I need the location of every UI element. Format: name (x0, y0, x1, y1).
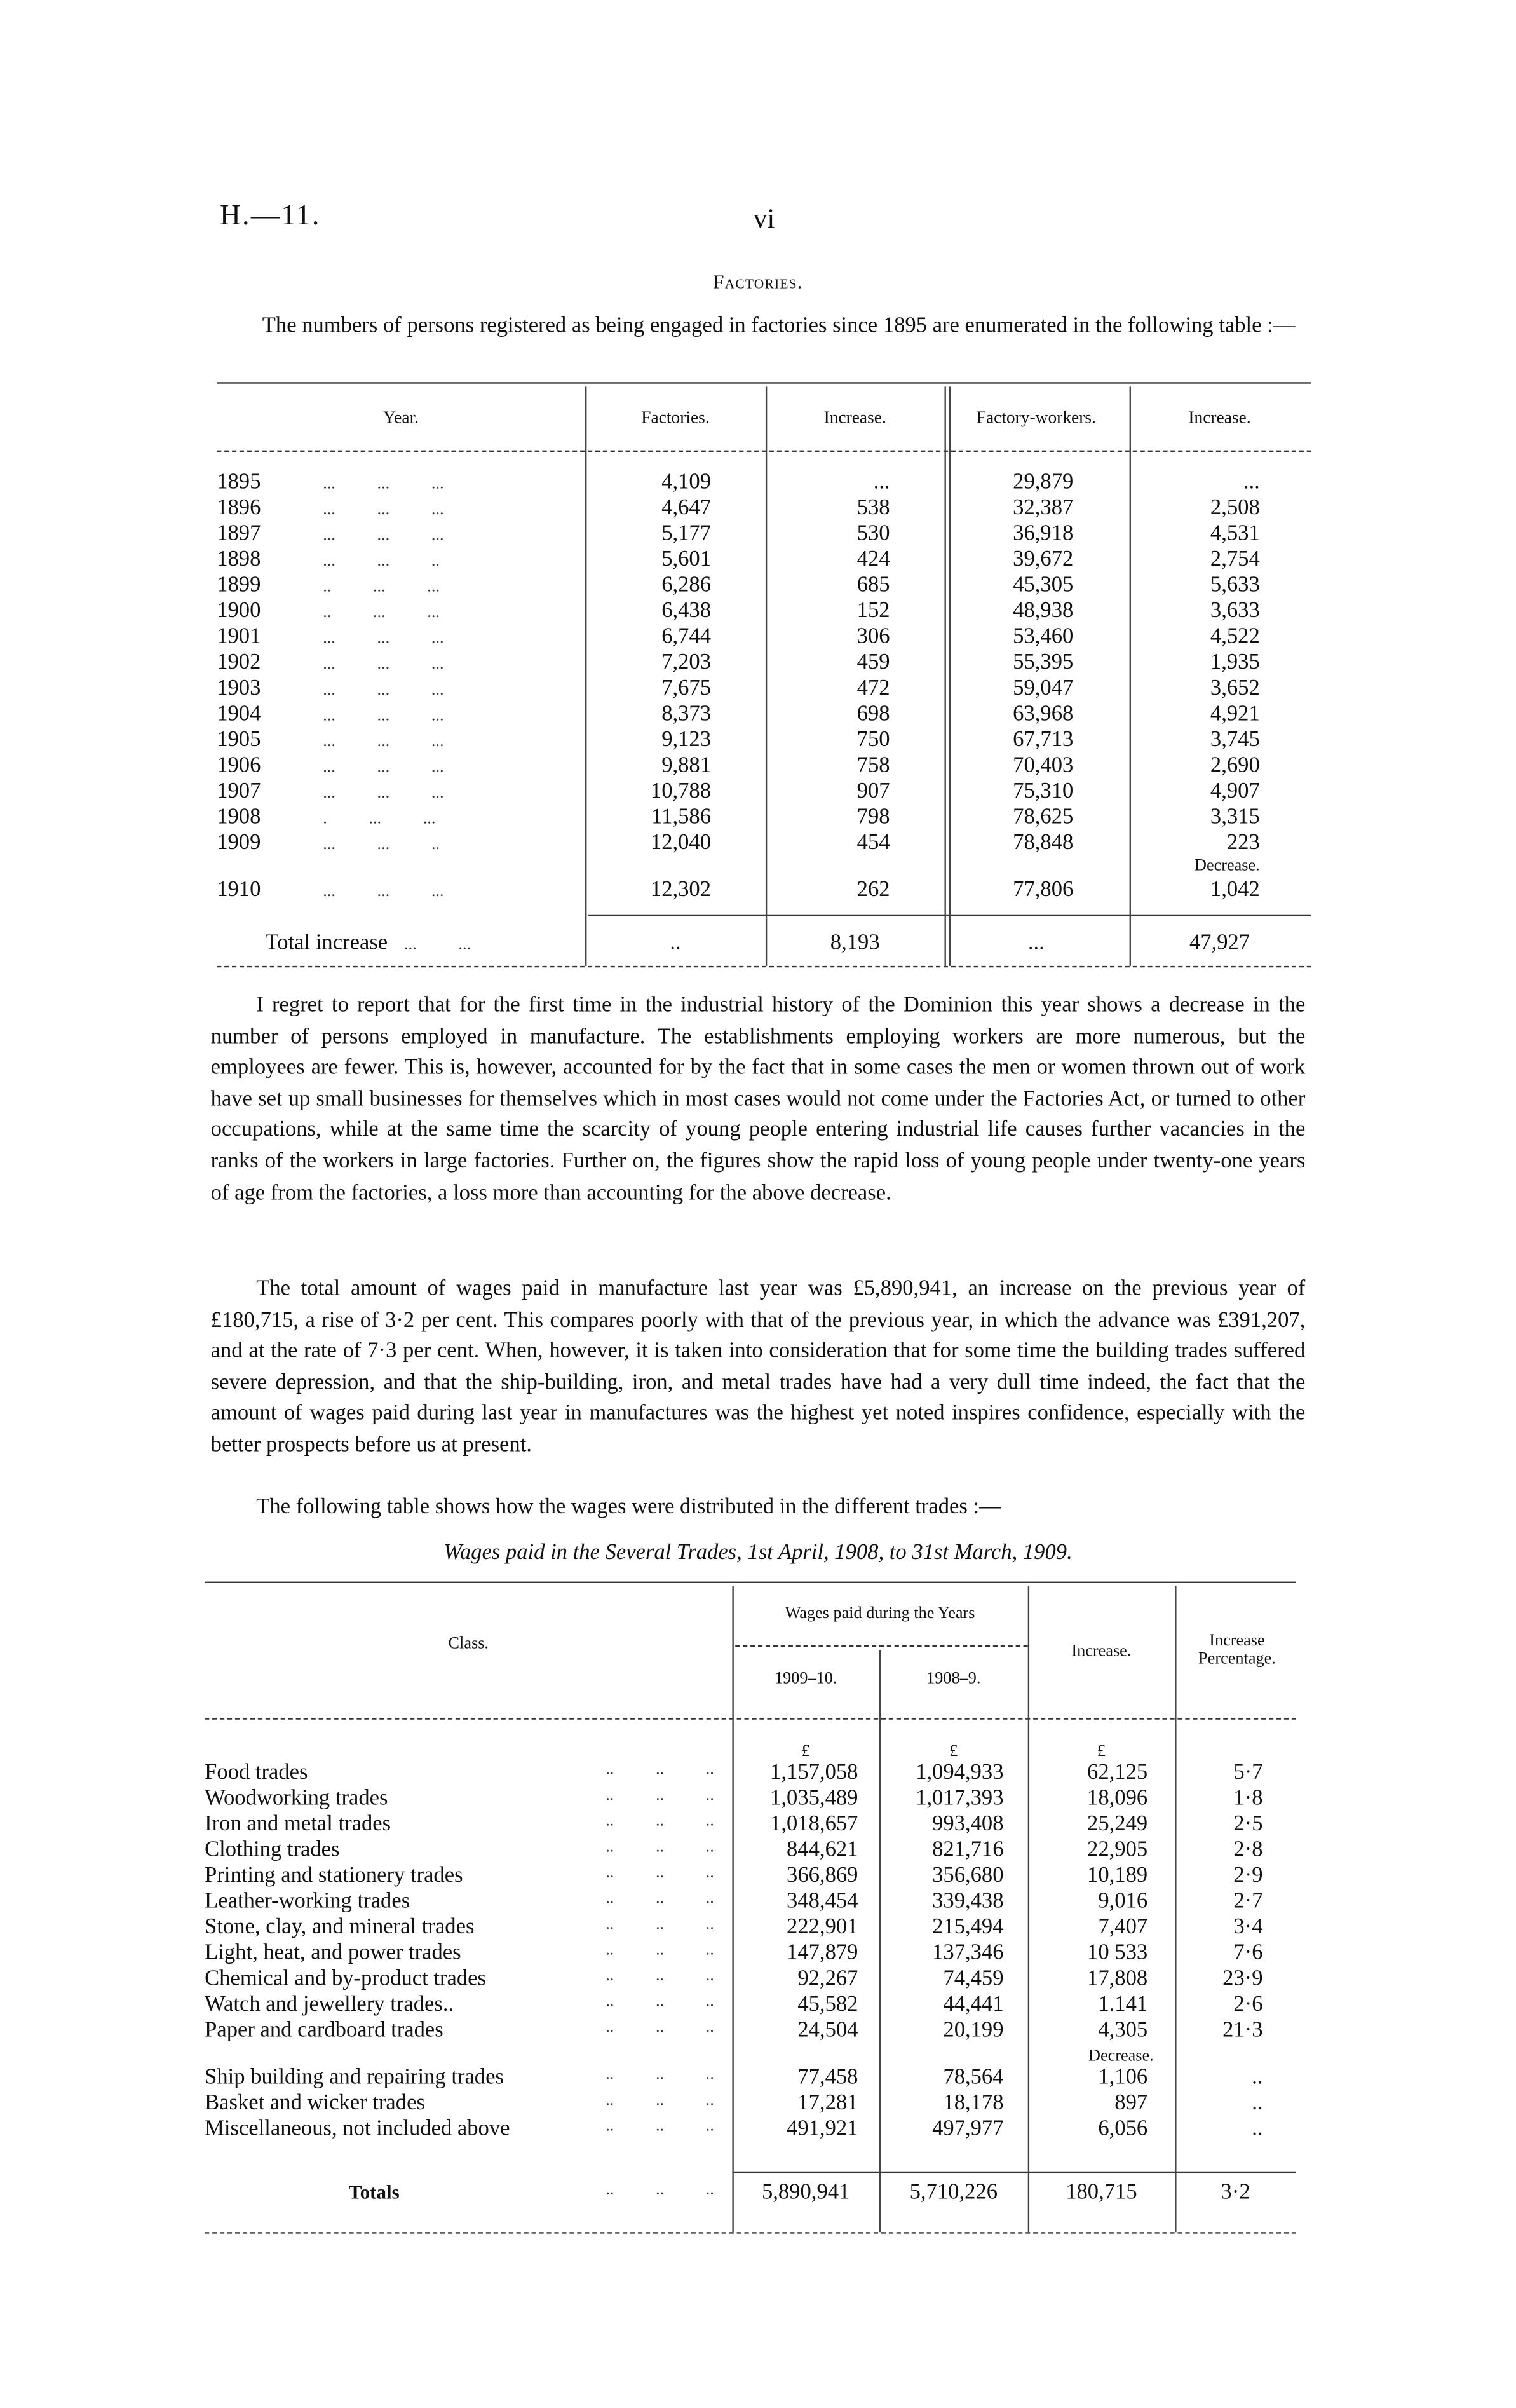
table-row (205, 2065, 1296, 2092)
wages-1909-10-cell: 147,879 (787, 1941, 858, 1966)
year-cell (217, 625, 585, 651)
increase-cell: 22,905 (1087, 1837, 1148, 1863)
year-cell (217, 496, 585, 522)
table-row (217, 875, 1311, 906)
year-cell (217, 702, 585, 728)
leader-dots: ... ... (404, 934, 471, 953)
class-label: Miscellaneous, not included above (205, 2116, 510, 2142)
leader-dots: ... ... ... (323, 655, 444, 674)
year-cell (217, 522, 585, 548)
total-increase: 180,715 (1066, 2179, 1137, 2205)
leader-dots: .. .. .. (606, 2091, 714, 2109)
table-row (217, 573, 1311, 599)
workers-cell: 70,403 (1013, 753, 1074, 779)
factories-cell: 4,109 (661, 470, 712, 494)
workers-increase-cell: ... (1243, 470, 1260, 494)
table-row (205, 2018, 1296, 2044)
total-factories: .. (670, 930, 681, 955)
total-1908-9: 5,710,226 (909, 2179, 998, 2205)
table-row (217, 805, 1311, 831)
leader-dots: .. ... ... (323, 578, 440, 596)
col-header-wages-group: Wages paid during the Years (785, 1604, 975, 1623)
table-row (217, 702, 1311, 728)
leader-dots: .. .. .. (606, 2065, 714, 2084)
factories-table (217, 386, 1311, 960)
currency-symbol: £ (949, 1741, 958, 1760)
workers-cell: 29,879 (1013, 470, 1074, 494)
factories-cell: 4,647 (661, 496, 712, 520)
workers-increase-cell: 4,907 (1210, 779, 1260, 804)
factories-cell: 5,177 (661, 521, 712, 546)
wages-1908-9-cell: 497,977 (932, 2116, 1004, 2142)
increase-cell: 472 (856, 676, 890, 701)
workers-increase-cell: 3,745 (1210, 728, 1260, 752)
col-header-increase: Increase. (823, 409, 886, 428)
percentage-cell: 2·9 (1233, 1863, 1263, 1888)
leader-dots: .. .. .. (606, 1941, 714, 1959)
percentage-cell: 2·8 (1233, 1837, 1263, 1863)
percentage-cell: 2·7 (1233, 1889, 1263, 1914)
increase-cell: 306 (856, 625, 890, 650)
class-label: Watch and jewellery trades.. (205, 1992, 454, 2017)
workers-cell: 32,387 (1013, 496, 1074, 520)
class-cell (205, 1992, 732, 2018)
year-cell (217, 728, 585, 754)
table-row (205, 2117, 1296, 2143)
total-increase: 8,193 (830, 930, 880, 955)
year: 1903 (217, 676, 261, 701)
totals-row (205, 2176, 1296, 2209)
class-label: Ship building and repairing trades (205, 2065, 504, 2090)
increase-cell: 424 (856, 547, 890, 572)
workers-increase-cell: 223 (1226, 831, 1260, 855)
table-row (217, 831, 1311, 857)
table-row (217, 779, 1311, 805)
year: 1897 (217, 521, 261, 546)
section-title: Factories. (713, 269, 803, 293)
intro-paragraph: The numbers of persons registered as being engaged in factories since 1895 are enumerated in the following table :— (262, 313, 1296, 339)
year-cell (217, 875, 585, 906)
workers-increase-cell: 5,633 (1210, 573, 1260, 598)
increase-cell: 1.141 (1098, 1992, 1148, 2017)
workers-cell: 36,918 (1013, 521, 1074, 546)
workers-increase-cell: 4,531 (1210, 521, 1260, 546)
year: 1901 (217, 625, 261, 650)
table-row (205, 1760, 1296, 1786)
workers-cell: 59,047 (1013, 676, 1074, 701)
increase-cell: 798 (856, 805, 890, 830)
table-row (217, 547, 1311, 573)
wages-1909-10-cell: 17,281 (797, 2091, 858, 2116)
year: 1895 (217, 470, 261, 494)
year: 1900 (217, 599, 261, 623)
wages-1909-10-cell: 77,458 (797, 2065, 858, 2090)
workers-cell: 67,713 (1013, 728, 1074, 752)
percentage-cell: .. (1252, 2116, 1263, 2142)
wages-1908-9-cell: 44,441 (943, 1992, 1004, 2017)
decrease-label: Decrease. (1088, 2047, 1154, 2065)
increase-cell: 758 (856, 753, 890, 779)
leader-dots: .. .. .. (606, 1812, 714, 1830)
leader-dots: .. .. .. (606, 2116, 714, 2135)
wages-1908-9-cell: 356,680 (932, 1863, 1004, 1888)
col-header-workers-increase: Increase. (1188, 409, 1251, 428)
wages-1909-10-cell: 491,921 (787, 2116, 858, 2142)
increase-cell: 459 (856, 650, 890, 675)
class-cell (205, 2091, 732, 2117)
increase-cell: 18,096 (1087, 1786, 1148, 1811)
table-row (217, 496, 1311, 522)
total-workers: ... (1027, 930, 1045, 955)
leader-dots: .. .. .. (606, 2018, 714, 2037)
class-cell (205, 2018, 732, 2044)
wages-table-caption: Wages paid in the Several Trades, 1st April, 1908, to 31st March, 1909. (443, 1541, 1073, 1565)
table-row (205, 1941, 1296, 1967)
class-cell (205, 1760, 732, 1786)
wages-1908-9-cell: 993,408 (932, 1812, 1004, 1837)
wages-1908-9-cell: 1,017,393 (916, 1786, 1004, 1811)
wages-1908-9-cell: 215,494 (932, 1915, 1004, 1940)
table-row (205, 1915, 1296, 1942)
workers-increase-cell: 3,652 (1210, 676, 1260, 701)
increase-cell: 4,305 (1098, 2018, 1148, 2043)
leader-dots: ... ... ... (323, 732, 444, 751)
currency-symbol: £ (801, 1741, 810, 1760)
leader-dots: .. .. .. (606, 1966, 714, 1985)
wages-1908-9-cell: 1,094,933 (916, 1760, 1004, 1785)
year: 1898 (217, 547, 261, 572)
increase-cell: 152 (856, 599, 890, 623)
factories-cell: 11,586 (651, 805, 712, 830)
percentage-cell: 23·9 (1222, 1966, 1263, 1991)
increase-cell: 750 (856, 728, 890, 752)
wages-1909-10-cell: 1,035,489 (770, 1786, 858, 1811)
wages-1909-10-cell: 366,869 (787, 1863, 858, 1888)
col-header-percentage: Increase Percentage. (1198, 1631, 1276, 1668)
increase-cell: 62,125 (1087, 1760, 1148, 1785)
factories-cell: 7,203 (661, 650, 712, 675)
percentage-cell: 2·6 (1233, 1992, 1263, 2017)
increase-cell: 6,056 (1098, 2116, 1148, 2142)
leader-dots: ... ... ... (323, 629, 444, 648)
wages-1909-10-cell: 24,504 (797, 2018, 858, 2043)
workers-increase-cell: 2,754 (1210, 547, 1260, 572)
total-workers-increase: 47,927 (1189, 930, 1250, 955)
table-row (217, 599, 1311, 625)
wages-1909-10-cell: 1,157,058 (770, 1760, 858, 1785)
percentage-cell: 21·3 (1222, 2018, 1263, 2043)
increase-cell: 530 (856, 521, 890, 546)
increase-cell: 10,189 (1087, 1863, 1148, 1888)
year-cell (217, 676, 585, 702)
col-header-year: Year. (383, 409, 419, 428)
workers-cell: 53,460 (1013, 625, 1074, 650)
percentage-cell: 2·5 (1233, 1812, 1263, 1837)
class-cell (205, 1786, 732, 1813)
increase-cell: 9,016 (1098, 1889, 1148, 1914)
percentage-cell: .. (1252, 2065, 1263, 2090)
factories-cell: 5,601 (661, 547, 712, 572)
factories-cell: 8,373 (661, 702, 712, 726)
leader-dots: ... ... ... (323, 881, 444, 901)
class-cell (205, 1838, 732, 1864)
year-cell (217, 547, 585, 573)
col-header-factory-workers: Factory-workers. (976, 409, 1096, 428)
class-cell (205, 1812, 732, 1838)
table-row (217, 522, 1311, 548)
workers-increase-cell: 3,315 (1210, 805, 1260, 830)
wages-1908-9-cell: 137,346 (932, 1941, 1004, 1966)
percentage-cell: 7·6 (1233, 1941, 1263, 1966)
percentage-cell: 3·4 (1233, 1915, 1263, 1940)
percentage-cell: .. (1252, 2091, 1263, 2116)
class-label: Light, heat, and power trades (205, 1941, 461, 1966)
workers-cell: 75,310 (1013, 779, 1074, 804)
leader-dots: ... ... ... (323, 474, 444, 493)
class-label: Woodworking trades (205, 1786, 388, 1811)
year: 1905 (217, 728, 261, 752)
increase-cell: 907 (856, 779, 890, 804)
class-cell (205, 1941, 732, 1967)
class-label: Stone, clay, and mineral trades (205, 1915, 475, 1940)
year: 1908 (217, 805, 261, 830)
col-header-1909-10: 1909–10. (774, 1669, 837, 1688)
currency-symbol: £ (1097, 1741, 1106, 1760)
factories-cell: 9,123 (661, 728, 712, 752)
workers-cell: 63,968 (1013, 702, 1074, 726)
workers-cell: 77,806 (1013, 877, 1074, 902)
leader-dots: .. .. .. (606, 1915, 714, 1934)
year: 1907 (217, 779, 261, 804)
factories-cell: 12,302 (650, 877, 712, 902)
total-1909-10: 5,890,941 (761, 2179, 850, 2205)
increase-cell: ... (873, 470, 890, 494)
workers-cell: 48,938 (1013, 599, 1074, 623)
increase-cell: 454 (856, 831, 890, 855)
leader-dots: ... ... ... (323, 681, 444, 699)
table-row (205, 1992, 1296, 2018)
table-row (217, 470, 1311, 496)
table-row (205, 1786, 1296, 1813)
table-row (205, 1967, 1296, 1993)
wages-1909-10-cell: 844,621 (787, 1837, 858, 1863)
class-label: Printing and stationery trades (205, 1863, 463, 1888)
leader-dots: .. .. .. (606, 1992, 714, 2011)
workers-cell: 39,672 (1013, 547, 1074, 572)
table-row (205, 1838, 1296, 1864)
leader-dots: .. .. .. (606, 1863, 714, 1882)
factories-cell: 12,040 (650, 831, 712, 855)
year-cell (217, 573, 585, 599)
workers-increase-cell: 1,042 (1210, 877, 1260, 902)
table-row (205, 1889, 1296, 1915)
leader-dots: ... ... ... (323, 758, 444, 777)
wages-1908-9-cell: 74,459 (943, 1966, 1004, 1991)
class-cell (205, 1863, 732, 1889)
increase-cell: 897 (1114, 2091, 1148, 2116)
increase-cell: 262 (856, 877, 890, 902)
year-cell (217, 779, 585, 805)
wages-1908-9-cell: 78,564 (943, 2065, 1004, 2090)
class-cell (205, 2065, 732, 2092)
total-label: Total increase (265, 930, 388, 955)
year: 1910 (217, 877, 261, 902)
workers-cell: 45,305 (1013, 573, 1074, 598)
workers-cell: 78,848 (1013, 831, 1074, 855)
leader-dots: .. .. .. (606, 1786, 714, 1805)
paragraph-wages: The total amount of wages paid in manufacture last year was £5,890,941, an increase on the previous year of £180,715, a rise of 3·2 per cent. This compares poorly with that of the previous year, in which the advance was £391,207, and at the rate of 7·3 per cent. When, however, it is taken into consideration that for some time the building trades suffered severe depression, and that the ship-building, iron, and metal trades have had a very dull time indeed, the fact that the amount of wages paid during last year in manufactures was the highest yet noted inspires confidence, especially with the better prospects before us at present. (210, 1277, 1306, 1457)
table-row (217, 676, 1311, 702)
factories-cell: 6,744 (661, 625, 712, 650)
year-cell (217, 805, 585, 831)
wages-1909-10-cell: 222,901 (787, 1915, 858, 1940)
class-label: Leather-working trades (205, 1889, 410, 1914)
class-label: Chemical and by-product trades (205, 1966, 487, 1991)
leader-dots: ... ... .. (323, 552, 440, 571)
percentage-cell: 1·8 (1233, 1786, 1263, 1811)
increase-cell: 10 533 (1087, 1941, 1148, 1966)
table-row (217, 651, 1311, 677)
workers-increase-cell: 2,508 (1210, 496, 1260, 520)
increase-cell: 25,249 (1087, 1812, 1148, 1837)
workers-cell: 55,395 (1013, 650, 1074, 675)
year-cell (217, 651, 585, 677)
leader-dots: .. .. .. (606, 1837, 714, 1856)
increase-cell: 538 (856, 496, 890, 520)
leader-dots: . ... ... (323, 810, 436, 828)
leader-dots: .. .. .. (606, 1889, 714, 1908)
total-percentage: 3·2 (1221, 2179, 1250, 2205)
col-header-1908-9: 1908–9. (926, 1669, 981, 1688)
year-cell (217, 599, 585, 625)
class-label: Food trades (205, 1760, 308, 1785)
wages-1909-10-cell: 45,582 (797, 1992, 858, 2017)
table-row (217, 754, 1311, 780)
page-number: vi (753, 203, 775, 234)
year: 1909 (217, 831, 261, 855)
leader-dots: .. ... ... (323, 603, 440, 622)
wages-1908-9-cell: 20,199 (943, 2018, 1004, 2043)
total-label-cell (217, 927, 585, 960)
leader-dots: ... ... ... (323, 500, 444, 519)
paragraph-decrease: I regret to report that for the first time in the industrial history of the Dominion this year shows a decrease in the number of persons employed in manufacture. The establishments employing workers are more numerous, but the employees are fewer. This is, however, accounted for by the fact that in some cases the men or women thrown out of work have set up small businesses for themselves which in most cases would not come under the Factories Act, or turned to other occupations, while at the same time the scarcity of young people entering industrial life causes further vacancies in the ranks of the workers in large factories. Further on, the figures show the rapid loss of young people under twenty-one years of age from the factories, a loss more than accounting for the above decrease. (210, 993, 1306, 1205)
workers-increase-cell: 4,522 (1210, 625, 1260, 650)
year-cell (217, 470, 585, 496)
leader-dots: ... ... ... (323, 706, 444, 725)
wages-1909-10-cell: 348,454 (787, 1889, 858, 1914)
increase-cell: 685 (856, 573, 890, 598)
increase-cell: 7,407 (1098, 1915, 1148, 1940)
year-cell (217, 831, 585, 857)
page-code: H.—11. (219, 200, 321, 233)
workers-increase-cell: 1,935 (1210, 650, 1260, 675)
percentage-cell: 5·7 (1233, 1760, 1263, 1785)
leader-dots: ... ... ... (323, 784, 444, 803)
table-row (217, 625, 1311, 651)
decrease-label: Decrease. (1195, 857, 1260, 875)
workers-increase-cell: 2,690 (1210, 753, 1260, 779)
totals-label-cell (205, 2176, 732, 2209)
workers-cell: 78,625 (1013, 805, 1074, 830)
leader-dots: ... ... ... (323, 526, 444, 545)
wages-1908-9-cell: 18,178 (943, 2091, 1004, 2116)
leader-dots: .. .. .. (606, 1760, 714, 1779)
table-row (205, 1812, 1296, 1838)
table-row (205, 1863, 1296, 1889)
col-header-class: Class. (448, 1635, 489, 1653)
increase-cell: 1,106 (1098, 2065, 1148, 2090)
wages-1908-9-cell: 821,716 (932, 1837, 1004, 1863)
wages-1909-10-cell: 92,267 (797, 1966, 858, 1991)
year: 1902 (217, 650, 261, 675)
year-cell (217, 754, 585, 780)
totals-label: Totals (348, 2179, 400, 2203)
class-cell (205, 2117, 732, 2143)
wages-table (205, 1741, 1296, 2209)
year: 1904 (217, 702, 261, 726)
paragraph-table-intro: The following table shows how the wages were distributed in the different trades :— (256, 1495, 1001, 1520)
workers-increase-cell: 4,921 (1210, 702, 1260, 726)
class-label: Paper and cardboard trades (205, 2018, 443, 2043)
col-header-increase: Increase. (1071, 1642, 1132, 1661)
col-header-factories: Factories. (641, 409, 710, 428)
factories-cell: 10,788 (650, 779, 712, 804)
increase-cell: 17,808 (1087, 1966, 1148, 1991)
leader-dots: ... ... .. (323, 835, 440, 854)
class-label: Basket and wicker trades (205, 2091, 425, 2116)
year: 1906 (217, 753, 261, 779)
leader-dots: .. .. .. (606, 2180, 714, 2199)
class-label: Clothing trades (205, 1837, 340, 1863)
factories-cell: 6,438 (661, 599, 712, 623)
total-row (217, 927, 1311, 960)
class-cell (205, 1967, 732, 1993)
class-label: Iron and metal trades (205, 1812, 391, 1837)
table-row (205, 2091, 1296, 2117)
factories-cell: 9,881 (661, 753, 712, 779)
increase-cell: 698 (856, 702, 890, 726)
workers-increase-cell: 3,633 (1210, 599, 1260, 623)
year: 1899 (217, 573, 261, 598)
wages-1909-10-cell: 1,018,657 (770, 1812, 858, 1837)
table-row (217, 728, 1311, 754)
wages-1908-9-cell: 339,438 (932, 1889, 1004, 1914)
year: 1896 (217, 496, 261, 520)
class-cell (205, 1889, 732, 1915)
class-cell (205, 1915, 732, 1942)
factories-cell: 6,286 (661, 573, 712, 598)
factories-cell: 7,675 (661, 676, 712, 701)
